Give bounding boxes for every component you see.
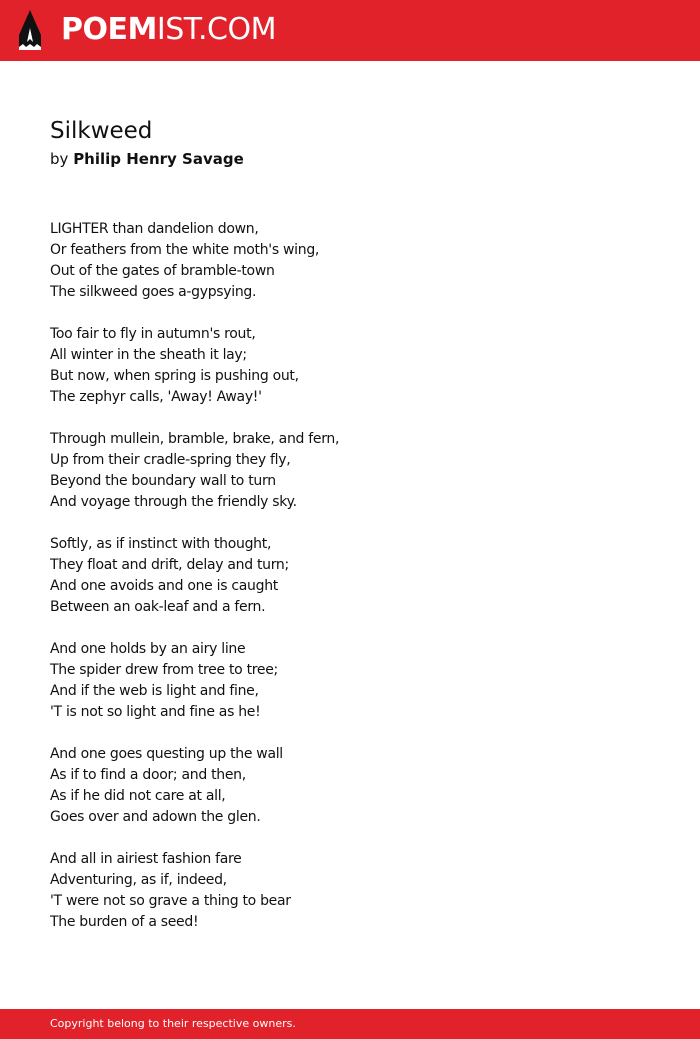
poem-line: But now, when spring is pushing out, (50, 368, 299, 384)
site-header (0, 0, 700, 61)
poem-line: 'T were not so grave a thing to bear (50, 893, 291, 909)
poem-line: All winter in the sheath it lay; (50, 347, 247, 363)
poem-line: Too fair to fly in autumn's rout, (50, 326, 256, 342)
site-footer (0, 1009, 700, 1039)
poem-line: As if to find a door; and then, (50, 767, 246, 783)
by-label: by (50, 150, 69, 168)
poem-line: Goes over and adown the glen. (50, 809, 261, 825)
author-name: Philip Henry Savage (73, 150, 244, 168)
stanza (50, 744, 650, 828)
poem-line: And one holds by an airy line (50, 641, 246, 657)
stanza (50, 639, 650, 723)
pen-nib-icon[interactable] (17, 9, 43, 52)
copyright-text: Copyright belong to their respective owners. (50, 1017, 296, 1030)
poem-line: And voyage through the friendly sky. (50, 494, 297, 510)
poem-title: Silkweed (50, 118, 153, 144)
poem-line: They float and drift, delay and turn; (50, 557, 289, 573)
stanza (50, 849, 650, 933)
poem-byline (50, 149, 244, 169)
poem-line: And all in airiest fashion fare (50, 851, 242, 867)
poem-body (50, 219, 650, 954)
stanza (50, 429, 650, 513)
poem-line: The burden of a seed! (50, 914, 199, 930)
poem-line: And one goes questing up the wall (50, 746, 283, 762)
poem-line: The spider drew from tree to tree; (50, 662, 278, 678)
poem-line: LIGHTER than dandelion down, (50, 221, 259, 237)
poem-line: And if the web is light and fine, (50, 683, 259, 699)
poem-line: Or feathers from the white moth's wing, (50, 242, 320, 258)
poem-line: As if he did not care at all, (50, 788, 226, 804)
poem-line: The silkweed goes a-gypsying. (50, 284, 257, 300)
site-logo-text[interactable] (61, 12, 276, 48)
poem-line: Adventuring, as if, indeed, (50, 872, 227, 888)
stanza (50, 534, 650, 618)
poem-line: Up from their cradle-spring they fly, (50, 452, 291, 468)
brand-bold: POEM (61, 12, 157, 47)
poem-line: The zephyr calls, 'Away! Away!' (50, 389, 262, 405)
poem-line: And one avoids and one is caught (50, 578, 278, 594)
poem-line: Softly, as if instinct with thought, (50, 536, 272, 552)
stanza (50, 324, 650, 408)
poem-line: Through mullein, bramble, brake, and fern, (50, 431, 340, 447)
poem-line: Beyond the boundary wall to turn (50, 473, 276, 489)
stanza (50, 219, 650, 303)
poem-line: Between an oak-leaf and a fern. (50, 599, 266, 615)
brand-light: IST.COM (156, 12, 276, 47)
poem-line: 'T is not so light and fine as he! (50, 704, 261, 720)
poem-line: Out of the gates of bramble-town (50, 263, 275, 279)
